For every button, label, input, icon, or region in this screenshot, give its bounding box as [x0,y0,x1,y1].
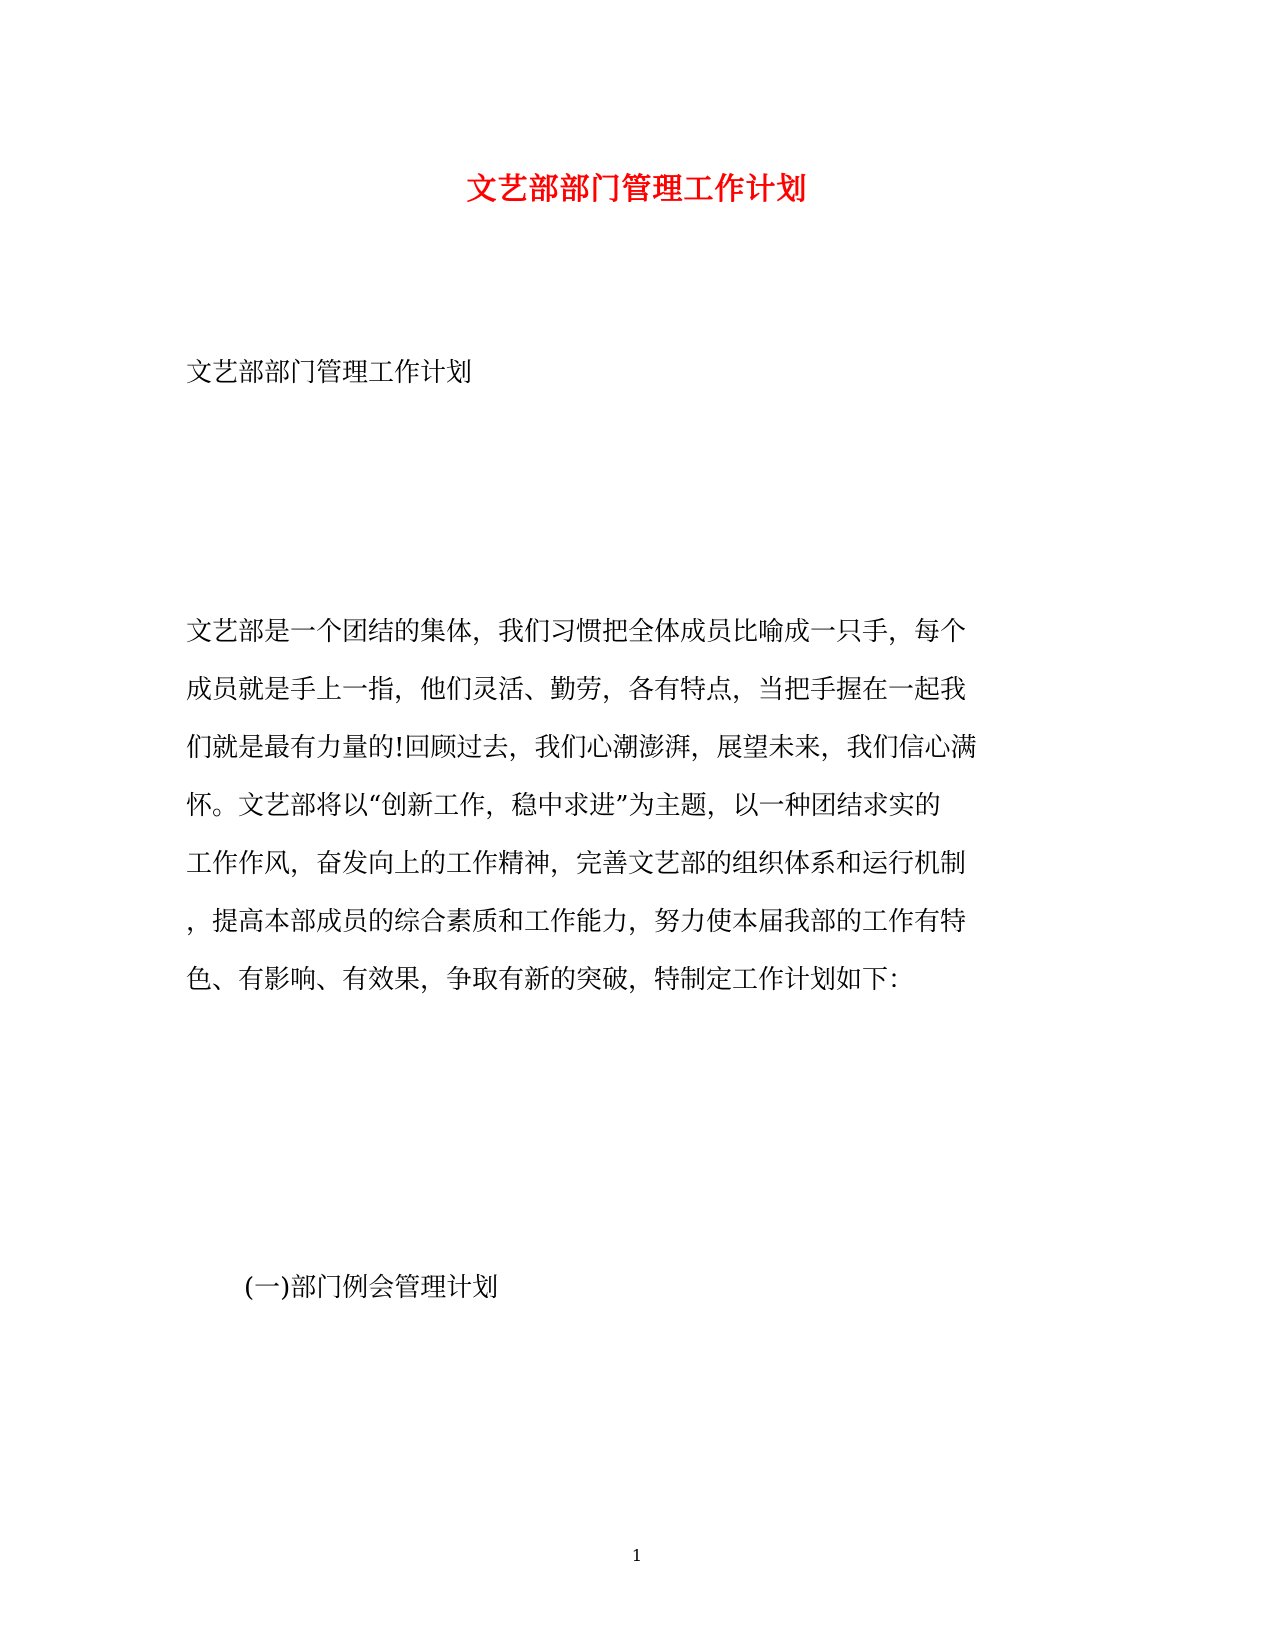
document-subtitle: 文艺部部门管理工作计划 [186,358,473,388]
section-heading: (一)部门例会管理计划 [244,1273,499,1303]
paragraph-line: 怀。文艺部将以“创新工作，稳中求进”为主题，以一种团结求实的 [186,791,941,821]
paragraph-line: 成员就是手上一指，他们灵活、勤劳，各有特点，当把手握在一起我 [186,675,967,705]
paragraph-line: 们就是最有力量的!回顾过去，我们心潮澎湃，展望未来，我们信心满 [186,733,977,763]
paragraph-line: ，提高本部成员的综合素质和工作能力，努力使本届我部的工作有特 [186,907,967,937]
paragraph-line: 工作作风，奋发向上的工作精神，完善文艺部的组织体系和运行机制 [186,849,967,879]
paragraph-line: 色、有影响、有效果，争取有新的突破，特制定工作计划如下： [186,965,915,995]
paragraph-line: 文艺部是一个团结的集体，我们习惯把全体成员比喻成一只手，每个 [186,617,967,647]
intro-paragraph [186,612,1086,1018]
page-number: 1 [631,1546,643,1565]
document-title: 文艺部部门管理工作计划 [466,172,808,207]
